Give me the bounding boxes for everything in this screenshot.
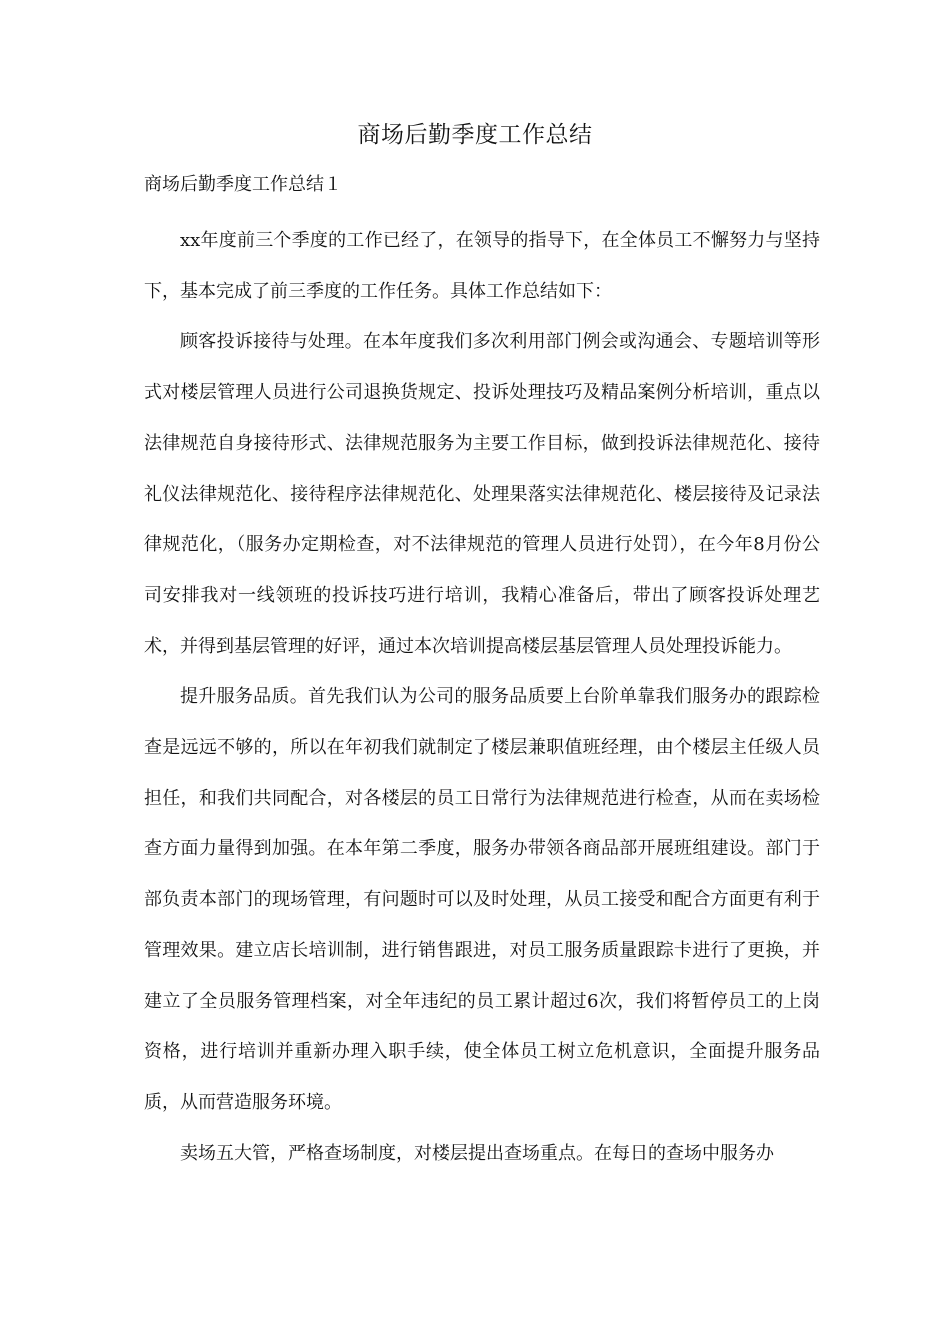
paragraph-service-quality: 提升服务品质。首先我们认为公司的服务品质要上台阶单靠我们服务办的跟踪检查是远远不够的，所以在年初我们就制定了楼层兼职值班经理，由个楼层主任级人员担任，和我们共同配合，对各楼层的员工日常行为法律规范进行检查，从而在卖场检查方面力量得到加强。在本年第二季度，服务办带领各商品部开展班组建设。部门于部负责本部门的现场管理，有问题时可以及时处理，从员工接受和配合方面更有利于管理效果。建立店长培训制，进行销售跟进，对员工服务质量跟踪卡进行了更换，并建立了全员服务管理档案，对全年违纪的员工累计超过6次，我们将暂停员工的上岗资格，进行培训并重新办理入职手续，使全体员工树立危机意识，全面提升服务品质，从而营造服务环境。 [144, 686, 820, 1113]
paragraph-complaints: 顾客投诉接待与处理。在本年度我们多次利用部门例会或沟通会、专题培训等形式对楼层管理人员进行公司退换货规定、投诉处理技巧及精品案例分析培训，重点以法律规范自身接待形式、法律规范服务为主要工作目标，做到投诉法律规范化、接待礼仪法律规范化、接待程序法律规范化、处理果落实法律规范化、楼层接待及记录法律规范化，（服务办定期检查，对不法律规范的管理人员进行处罚），在今年8月份公司安排我对一线领班的投诉技巧进行培训，我精心准备后，带出了顾客投诉处理艺术，并得到基层管理的好评，通过本次培训提高楼层基层管理人员处理投诉能力。 [144, 331, 820, 657]
paragraph-store-management: 卖场五大管，严格查场制度，对楼层提出查场重点。在每日的查场中服务办 [180, 1142, 774, 1164]
document-title: 商场后勤季度工作总结 [357, 122, 593, 148]
document-body [144, 216, 820, 1179]
paragraph-intro: xx年度前三个季度的工作已经了，在领导的指导下，在全体员工不懈努力与坚持下，基本完成了前三季度的工作任务。具体工作总结如下： [144, 230, 820, 302]
document-subtitle: 商场后勤季度工作总结１ [144, 174, 342, 195]
